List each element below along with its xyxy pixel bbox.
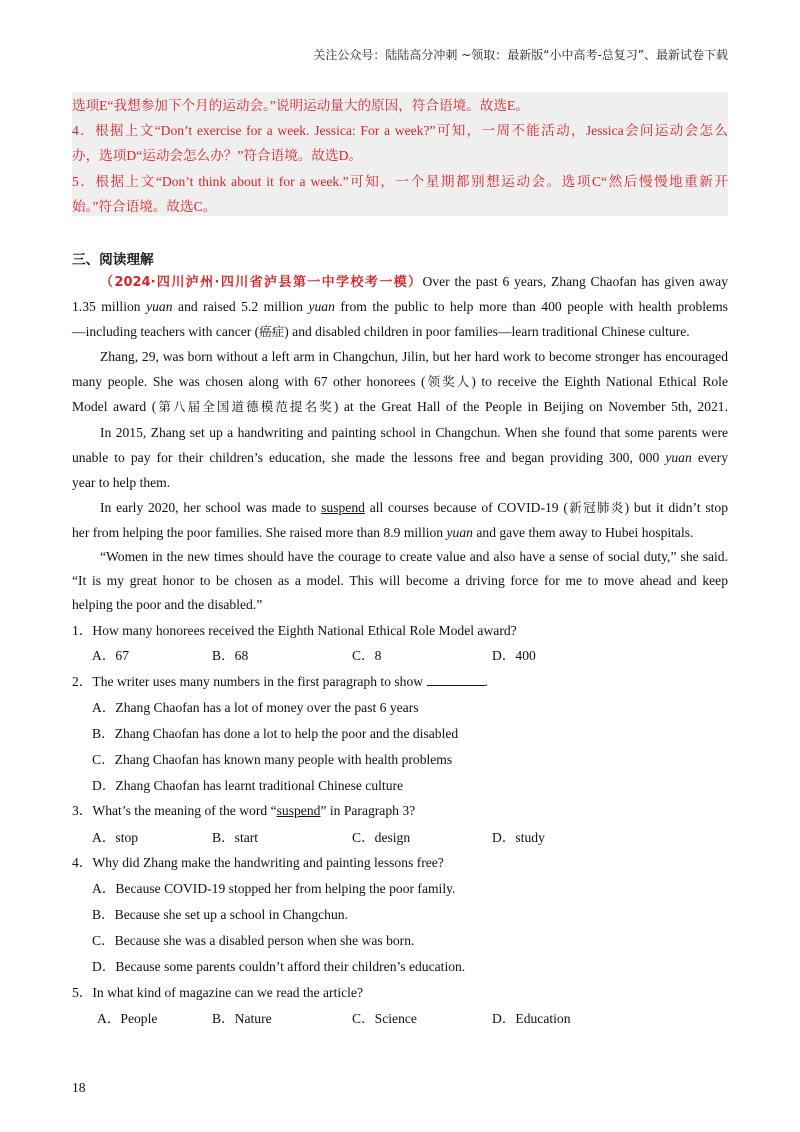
option-b[interactable]: B．start <box>212 830 259 845</box>
passage-text: yuan <box>308 299 335 314</box>
section-title: 三、阅读理解 <box>72 252 154 268</box>
passage-line <box>100 273 728 292</box>
passage-text: yuan <box>665 450 692 465</box>
passage-line <box>72 449 728 467</box>
option-d[interactable]: D．Zhang Chaofan has learnt traditional Chinese culture <box>92 778 404 793</box>
option-d[interactable]: D．Because some parents couldn’t afford their children’s education. <box>92 959 466 974</box>
answer-line: 始。”符合语境。故选C。 <box>72 199 217 214</box>
passage-line <box>100 499 728 517</box>
passage-line <box>72 524 693 542</box>
page-header: 关注公众号：陆陆高分冲刺 ~领取：最新版“小中高考-总复习”、最新试卷下载 <box>313 48 728 62</box>
passage-text: In early 2020, her school was made to <box>100 500 317 515</box>
passage-line: year to help them. <box>72 475 171 490</box>
passage-line <box>72 398 728 416</box>
passage-text: ) but it didn’t stop <box>624 500 728 515</box>
question-stem: 4．Why did Zhang make the handwriting and painting lessons free? <box>72 855 444 870</box>
underlined-word: suspend <box>321 500 365 515</box>
passage-line <box>72 298 728 316</box>
passage-text: ) at the Great Hall of the People in Beijing on November 5th, 2021. <box>333 399 728 414</box>
option-c[interactable]: C．Because she was a disabled person when she was born. <box>92 933 415 948</box>
passage-text: 领奖人 <box>425 374 472 389</box>
option-d[interactable]: D．400 <box>492 648 536 663</box>
answer-line: 选项E“我想参加下个月的运动会。”说明运动量大的原因，符合语境。故选E。 <box>72 98 529 113</box>
passage-text: and raised 5.2 million <box>178 299 303 314</box>
passage-text: 新冠肺炎 <box>567 500 625 515</box>
passage-text: yuan <box>446 525 473 540</box>
page-number: 18 <box>72 1080 86 1095</box>
passage-text: all courses because of COVID-19 ( <box>369 500 568 515</box>
question-text: 2．The writer uses many numbers in the first paragraph to show <box>72 674 424 689</box>
question-text: 3．What’s the meaning of the word “ <box>72 803 277 818</box>
passage-text: Over the past 6 years, Zhang Chaofan has given away <box>422 274 728 289</box>
option-a[interactable]: A．67 <box>92 648 130 663</box>
passage-line: “It is my great honor to be chosen as a model. This will become a driving force for me to move ahead and keep <box>72 573 728 588</box>
option-b[interactable]: B．Nature <box>212 1011 272 1026</box>
option-b[interactable]: B．Zhang Chaofan has done a lot to help the poor and the disabled <box>92 726 459 741</box>
option-c[interactable]: C．8 <box>352 648 382 663</box>
passage-text: 癌症 <box>259 324 285 339</box>
option-c[interactable]: C．Science <box>352 1011 417 1026</box>
question-text: ” in Paragraph 3? <box>320 803 416 818</box>
passage-text: and gave them away to Hubei hospitals. <box>476 525 694 540</box>
answer-line: 5．根据上文“Don’t think about it for a week.”可知，一个星期都别想运动会。选项C“然后慢慢地重新开 <box>72 174 728 189</box>
answer-explanation-box <box>72 92 728 216</box>
question-stem <box>72 802 415 820</box>
passage-text: unable to pay for their children’s education, she made the lessons free and began providing 300, 000 <box>72 450 660 465</box>
passage-text: her from helping the poor families. She raised more than 8.9 million <box>72 525 444 540</box>
question-stem: 5．In what kind of magazine can we read the article? <box>72 985 363 1000</box>
passage-text: many people. She was chosen along with 67 other honorees ( <box>72 374 426 389</box>
option-c[interactable]: C．Zhang Chaofan has known many people with health problems <box>92 752 453 767</box>
passage-line: helping the poor and the disabled.” <box>72 597 263 612</box>
option-b[interactable]: B．Because she set up a school in Changchun. <box>92 907 348 922</box>
passage-text: —including teachers with cancer ( <box>72 324 260 339</box>
passage-line: Zhang, 29, was born without a left arm in Changchun, Jilin, but her hard work to become stronger has encouraged <box>100 349 728 364</box>
passage-text: ) and disabled children in poor families—learn traditional Chinese culture. <box>284 324 690 339</box>
passage-text: every <box>697 450 729 465</box>
question-text: . <box>484 674 488 689</box>
option-a[interactable]: A．Because COVID-19 stopped her from helping the poor family. <box>92 881 456 896</box>
option-d[interactable]: D．Education <box>492 1011 571 1026</box>
option-c[interactable]: C．design <box>352 830 411 845</box>
option-a[interactable]: A．People <box>97 1011 158 1026</box>
option-d[interactable]: D．study <box>492 830 545 845</box>
passage-line: “Women in the new times should have the courage to create value and also have a sense of social duty,” she said. <box>100 549 728 564</box>
answer-line: 办，选项D“运动会怎么办？”符合语境。故选D。 <box>72 148 362 163</box>
passage-text: Model award ( <box>72 399 157 414</box>
option-a[interactable]: A．Zhang Chaofan has a lot of money over the past 6 years <box>92 700 419 715</box>
question-stem <box>72 673 488 691</box>
answer-line: 4．根据上文“Don’t exercise for a week. Jessica: For a week?”可知，一周不能活动，Jessica会问运动会怎么 <box>72 123 728 138</box>
option-b[interactable]: B．68 <box>212 648 249 663</box>
passage-line: In 2015, Zhang set up a handwriting and painting school in Changchun. When she found that some parents were <box>100 425 728 440</box>
answer-blank <box>427 673 485 686</box>
option-a[interactable]: A．stop <box>92 830 139 845</box>
question-stem: 1．How many honorees received the Eighth National Ethical Role Model award? <box>72 623 517 638</box>
underlined-word: suspend <box>276 803 321 818</box>
passage-text: 1.35 million <box>72 299 141 314</box>
passage-line <box>72 323 690 341</box>
passage-text: from the public to help more than 400 people with health problems <box>340 299 728 314</box>
passage-text: 第八届全国道德模范提名奖 <box>156 399 334 414</box>
passage-text: ) to receive the Eighth National Ethical Role <box>471 374 728 389</box>
passage-line <box>72 373 728 391</box>
passage-source: （2024·四川泸州·四川省泸县第一中学校考一模） <box>100 275 423 290</box>
passage-text: yuan <box>146 299 173 314</box>
